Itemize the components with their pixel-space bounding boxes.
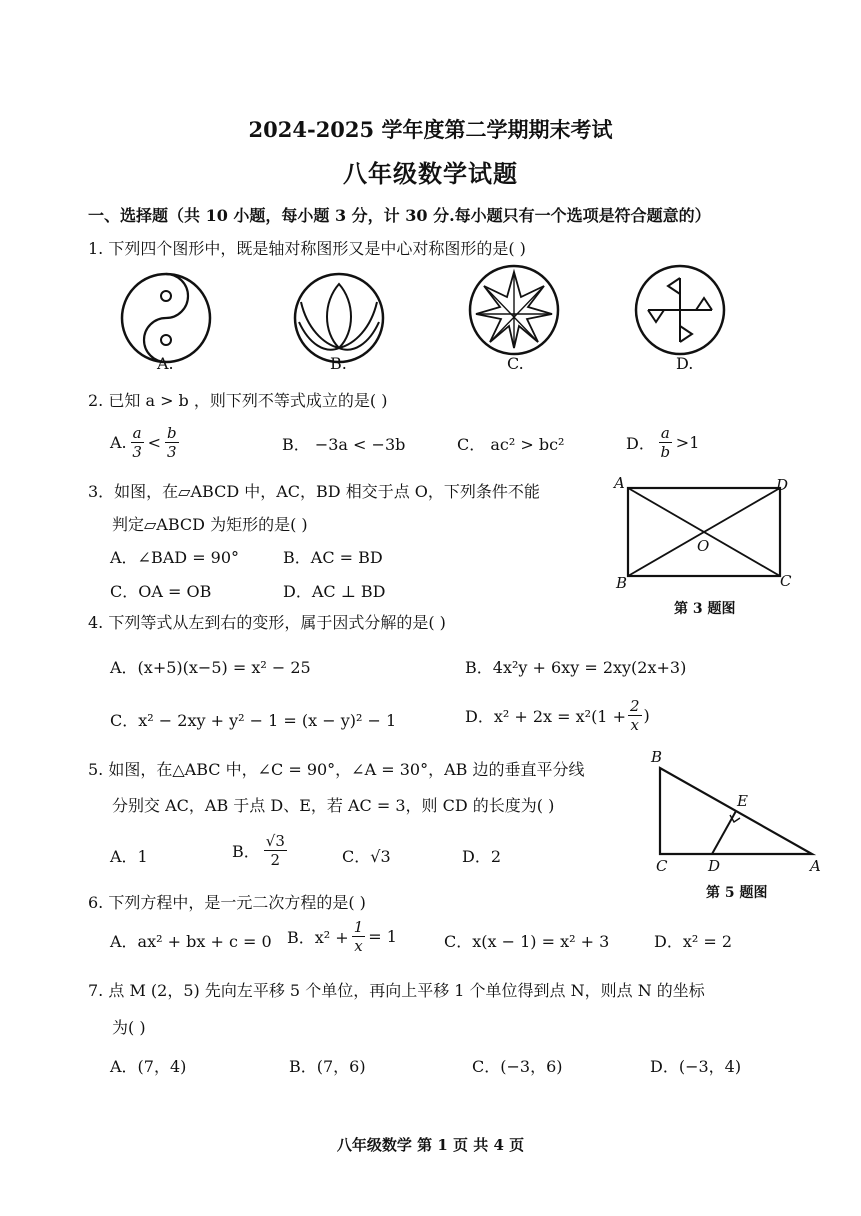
q6-option-c: C．x(x − 1) = x² + 3: [444, 932, 610, 951]
q2-a-frac1: $\frac{a}{3}$: [132, 424, 142, 461]
q2-a-frac2: $\frac{b}{3}$: [167, 424, 177, 461]
question-5-line1: 5. 如图，在△ABC 中，∠C = 90°，∠A = 30°，AB 边的垂直平分线: [88, 760, 585, 779]
q3-point-o: O: [697, 537, 710, 555]
q6-b-pre: B．x² +: [287, 928, 349, 947]
q2-option-a: [110, 424, 179, 461]
q5-option-b: [232, 832, 287, 869]
q4-option-d: [465, 697, 650, 734]
q5-point-a: A: [810, 857, 821, 875]
question-7-line2: 为( ): [112, 1018, 146, 1037]
q2-d-label: D．: [626, 434, 655, 453]
q4-option-b: B．4x²y + 6xy = 2xy(2x+3): [465, 658, 687, 677]
question-6-stem: 6. 下列方程中，是一元二次方程的是( ): [88, 893, 366, 912]
section-heading: 一、选择题（共 10 小题，每小题 3 分，计 30 分.每小题只有一个选项是符合题意的）: [88, 206, 711, 225]
q5-point-d: D: [708, 857, 721, 875]
q5-b-label: B．: [232, 842, 260, 861]
q5-point-c: C: [656, 857, 668, 875]
q3-point-a: A: [614, 474, 625, 492]
question-2-stem: 2. 已知 a > b ，则下列不等式成立的是( ): [88, 391, 388, 410]
question-3-line1: 3．如图，在▱ABCD 中，AC，BD 相交于点 O，下列条件不能: [88, 482, 540, 501]
q3-figure-caption: 第 3 题图: [674, 601, 736, 617]
q6-option-a: A．ax² + bx + c = 0: [110, 932, 272, 951]
question-7-line1: 7. 点 M (2，5) 先向左平移 5 个单位，再向上平移 1 个单位得到点 N，则点 N 的坐标: [88, 981, 705, 1000]
q2-option-c: C． ac² > bc²: [457, 435, 565, 454]
q4-option-a: A．(x+5)(x−5) = x² − 25: [110, 658, 311, 677]
q4-d-frac: $\frac{2}{x}$: [629, 697, 640, 734]
q2-option-b: B． −3a < −3b: [282, 435, 406, 454]
question-5-line2: 分别交 AC，AB 于点 D、E，若 AC = 3，则 CD 的长度为( ): [112, 796, 555, 815]
q3-point-d: D: [776, 476, 789, 494]
page-footer: 八年级数学 第 1 页 共 4 页: [336, 1136, 525, 1154]
q6-b-post: = 1: [368, 927, 397, 946]
q6-option-d: D．x² = 2: [654, 932, 733, 951]
q7-option-a: A．(7，4): [110, 1057, 187, 1076]
q4-d-post: ): [643, 706, 650, 725]
q4-d-pre: D．x² + 2x = x²(1 +: [465, 707, 626, 726]
q6-b-frac: $\frac{1}{x}$: [353, 918, 364, 955]
exam-subtitle: 八年级数学试题: [343, 159, 518, 188]
q5-triangle-figure: [650, 760, 825, 870]
q2-d-rel: >1: [675, 433, 700, 452]
q5-figure-caption: 第 5 题图: [706, 885, 768, 901]
question-1-stem: 1. 下列四个图形中，既是轴对称图形又是中心对称图形的是( ): [88, 239, 526, 258]
q1-label-c: C.: [507, 354, 524, 373]
q7-option-b: B．(7，6): [289, 1057, 366, 1076]
q1-figure-c-star: [468, 264, 560, 356]
q2-d-frac: $\frac{a}{b}$: [660, 424, 671, 461]
q3-option-c: C．OA = OB: [110, 582, 212, 601]
q6-option-b: [287, 918, 397, 955]
q4-option-c: C．x² − 2xy + y² − 1 = (x − y)² − 1: [110, 711, 397, 730]
q3-point-c: C: [780, 572, 792, 590]
question-4-stem: 4. 下列等式从左到右的变形，属于因式分解的是( ): [88, 613, 446, 632]
q7-option-d: D．(−3，4): [650, 1057, 742, 1076]
q2-a-rel: <: [147, 433, 161, 452]
exam-title: 2024-2025 学年度第二学期期末考试: [248, 117, 613, 142]
q3-rectangle-figure: [610, 472, 800, 592]
q5-option-a: A．1: [110, 847, 148, 866]
q5-option-c: C．√3: [342, 847, 391, 866]
q1-label-d: D.: [676, 354, 694, 373]
q1-figure-b-lotus: [293, 272, 385, 364]
q1-label-a: A.: [157, 354, 174, 373]
question-3-line2: 判定▱ABCD 为矩形的是( ): [112, 515, 308, 534]
q2-option-d: [626, 424, 699, 461]
q5-b-frac: $\frac{√3}{2}$: [265, 832, 285, 869]
q5-option-d: D．2: [462, 847, 502, 866]
q3-option-a: A．∠BAD = 90°: [110, 548, 240, 567]
q3-option-b: B．AC = BD: [283, 548, 383, 567]
q7-option-c: C．(−3，6): [472, 1057, 563, 1076]
q2-a-label: A.: [110, 433, 127, 452]
q5-point-b: B: [651, 748, 663, 766]
q5-point-e: E: [737, 792, 748, 810]
q1-label-b: B.: [330, 354, 347, 373]
q1-figure-a-taiji: [120, 272, 212, 364]
q1-figure-d-pinwheel: [634, 264, 726, 356]
q3-point-b: B: [616, 574, 628, 592]
q3-option-d: D．AC ⊥ BD: [283, 582, 386, 601]
